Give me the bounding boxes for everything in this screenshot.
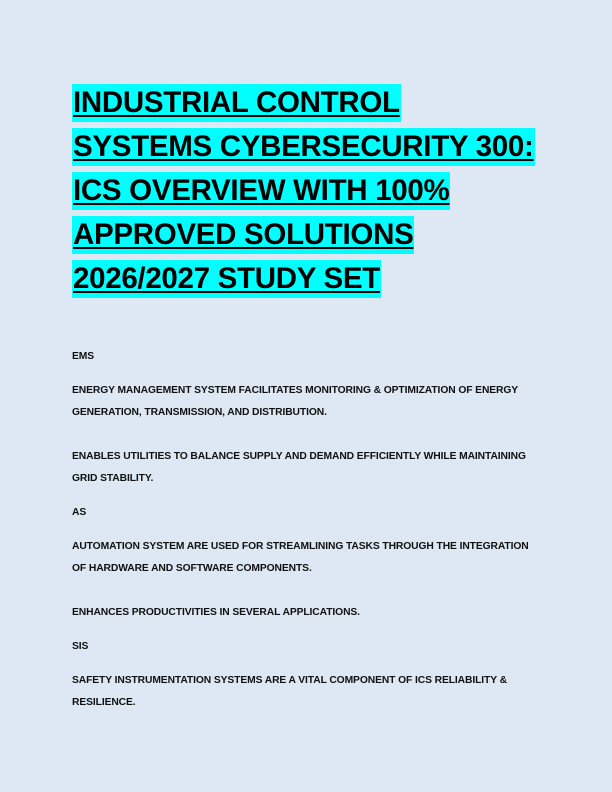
title-line-2 [72, 128, 542, 172]
title-line-5-text: 2026/2027 STUDY SET [72, 260, 381, 298]
title-line-1-text: INDUSTRIAL CONTROL [72, 84, 401, 122]
as-definition: AUTOMATION SYSTEM ARE USED FOR STREAMLINING TASKS THROUGH THE INTEGRATION OF HARDWARE AND SOFTWARE COMPONENTS. [72, 541, 529, 574]
ems-term: EMS [72, 351, 95, 362]
ems-detail: ENABLES UTILITIES TO BALANCE SUPPLY AND DEMAND EFFICIENTLY WHILE MAINTAINING GRID STABILITY. [72, 451, 526, 484]
title-line-1 [72, 84, 542, 128]
sis-term: SIS [72, 641, 89, 652]
title-line-4-text: APPROVED SOLUTIONS [72, 216, 414, 254]
ems-definition: ENERGY MANAGEMENT SYSTEM FACILITATES MONITORING & OPTIMIZATION OF ENERGY GENERATION, TRANSMISSION, AND DISTRIBUTION. [72, 385, 518, 418]
as-term: AS [72, 507, 87, 518]
title-line-5 [72, 260, 542, 304]
title-line-3 [72, 172, 542, 216]
as-detail: ENHANCES PRODUCTIVITIES IN SEVERAL APPLICATIONS. [72, 607, 360, 618]
title-line-4 [72, 216, 542, 260]
document-title [72, 84, 542, 304]
title-line-2-text: SYSTEMS CYBERSECURITY 300: [72, 128, 535, 166]
sis-definition: SAFETY INSTRUMENTATION SYSTEMS ARE A VITAL COMPONENT OF ICS RELIABILITY & RESILIENCE. [72, 675, 507, 708]
title-line-3-text: ICS OVERVIEW WITH 100% [72, 172, 450, 210]
